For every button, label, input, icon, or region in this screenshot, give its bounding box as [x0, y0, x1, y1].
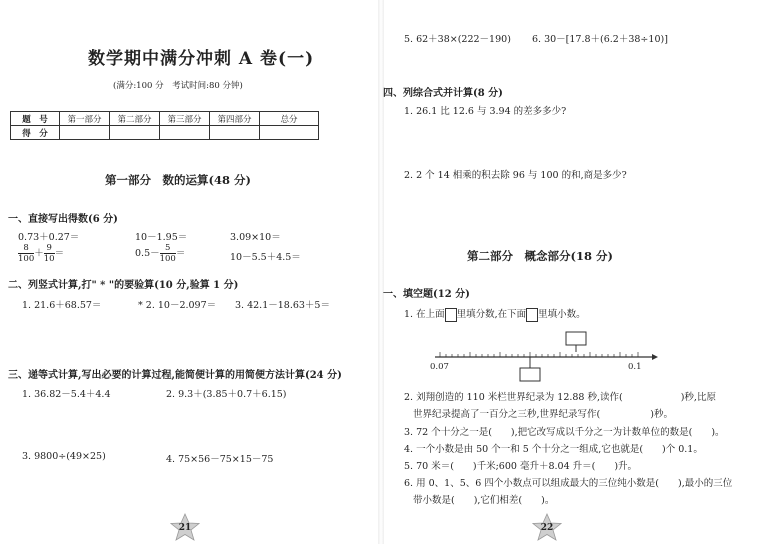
page-number-star — [170, 513, 200, 541]
answer-box[interactable] — [526, 308, 538, 322]
problem-3c: 3. 9800÷(49×25) — [22, 451, 106, 462]
fill-q5: 5. 70 米＝( )千米;600 毫升＋8.04 升＝( )升。 — [404, 461, 638, 472]
fill-q3: 3. 72 个十分之一是( ),把它改写成以千分之一为计数单位的数是( )。 — [404, 427, 725, 438]
problem-3a: 1. 36.82－5.4＋4.4 — [22, 389, 111, 400]
word-problem-2: 2. 2 个 14 相乘的积去除 96 与 100 的和,商是多少? — [404, 170, 627, 181]
problem-1e: 0.5－ $\frac{5}{100}$ ＝ — [135, 243, 186, 264]
fill-q2-line1: 2. 刘翔创造的 110 米栏世界纪录为 12.88 秒,读作( )秒,比原 — [404, 392, 716, 403]
fill-q6-line2: 带小数是( ),它们相差( )。 — [413, 495, 555, 506]
problem-3f: 6. 30－[17.8＋(6.2＋38÷10)] — [532, 34, 668, 45]
fill-q6-line1: 6. 用 0、1、5、6 四个小数点可以组成最大的三位纯小数是( ),最小的三位 — [404, 478, 733, 489]
section4-heading: 四、列综合式并计算(8 分) — [383, 88, 503, 99]
problem-3d: 4. 75×56－75×15－75 — [166, 454, 274, 465]
problem-1a: 0.73＋0.27＝ — [18, 232, 80, 243]
section3-heading: 三、递等式计算,写出必要的计算过程,能简便计算的用简便方法计算(24 分) — [8, 370, 342, 381]
score-cell[interactable] — [160, 126, 210, 140]
problem-3e: 5. 62＋38×(222－190) — [404, 34, 511, 45]
page-number: 22 — [540, 523, 554, 533]
page-title: 数学期中满分冲刺 A 卷(一) — [88, 49, 315, 69]
number-line — [430, 330, 660, 382]
score-table — [10, 111, 319, 140]
part1-title: 第一部分 数的运算(48 分) — [105, 173, 251, 187]
page-number-star — [532, 513, 562, 541]
number-line-bottom-box[interactable] — [520, 368, 540, 381]
fraction: $\frac{8}{100}$ — [18, 243, 35, 264]
score-table-header-part3: 第三部分 — [160, 112, 210, 126]
score-table-header-part1: 第一部分 — [60, 112, 110, 126]
score-cell[interactable] — [260, 126, 319, 140]
exam-info: (满分:100 分 考试时间:80 分钟) — [113, 81, 243, 91]
problem-2b: * 2. 10－2.097＝ — [138, 300, 217, 311]
problem-1f: 10－5.5＋4.5＝ — [230, 252, 301, 263]
fill-heading: 一、填空题(12 分) — [383, 289, 470, 300]
page-number: 21 — [178, 523, 192, 533]
problem-1d: $\frac{8}{100}$ ＋ $\frac{9}{10}$ ＝ — [18, 243, 65, 264]
problem-1b: 10－1.95＝ — [135, 232, 188, 243]
problem-3b: 2. 9.3＋(3.85＋0.7＋6.15) — [166, 389, 287, 400]
score-table-header-label: 题 号 — [11, 112, 60, 126]
answer-box[interactable] — [445, 308, 457, 322]
fill-q4: 4. 一个小数是由 50 个一和 5 个十分之一组成,它也就是( )个 0.1。 — [404, 444, 703, 455]
score-table-row-label: 得 分 — [11, 126, 60, 140]
score-table-header-part4: 第四部分 — [210, 112, 260, 126]
right-page — [382, 0, 765, 544]
score-cell[interactable] — [60, 126, 110, 140]
fraction: $\frac{5}{100}$ — [159, 243, 176, 264]
left-page — [0, 0, 380, 544]
number-line-end-label: 0.1 — [628, 362, 642, 372]
number-line-start-label: 0.07 — [430, 362, 449, 372]
problem-1c: 3.09×10＝ — [230, 232, 281, 243]
section2-heading: 二、列竖式计算,打" * "的要验算(10 分,验算 1 分) — [8, 280, 239, 291]
part2-title: 第二部分 概念部分(18 分) — [467, 249, 613, 263]
fill-q2-line2: 世界纪录提高了一百分之三秒,世界纪录写作( )秒。 — [413, 409, 673, 420]
score-cell[interactable] — [110, 126, 160, 140]
score-cell[interactable] — [210, 126, 260, 140]
fill-q1: 1. 在上面 里填分数,在下面 里填小数。 — [404, 309, 586, 320]
problem-2a: 1. 21.6＋68.57＝ — [22, 300, 102, 311]
section1-heading: 一、直接写出得数(6 分) — [8, 214, 118, 225]
problem-2c: 3. 42.1－18.63＋5＝ — [235, 300, 330, 311]
fraction: $\frac{9}{10}$ — [43, 243, 55, 264]
score-table-header-part2: 第二部分 — [110, 112, 160, 126]
word-problem-1: 1. 26.1 比 12.6 与 3.94 的差多多少? — [404, 106, 567, 117]
number-line-top-box[interactable] — [566, 332, 586, 345]
score-table-header-total: 总分 — [260, 112, 319, 126]
